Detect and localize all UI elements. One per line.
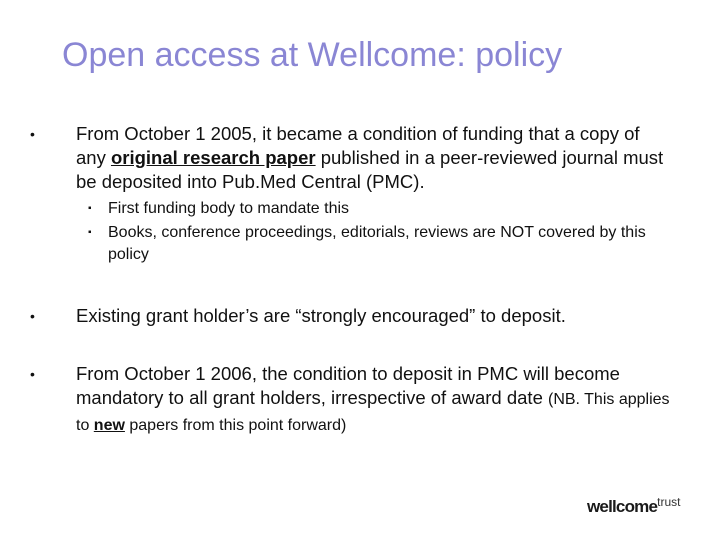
bullet-marker: • [30, 366, 35, 382]
bullet-2 [30, 304, 670, 328]
wellcome-trust-logo: wellcome$^{trust}$ [587, 495, 681, 516]
emphasis-original-research-paper: original research paper [110, 147, 316, 168]
bullet-3-text: From October 1 2006, the condition to deposit in PMC will become mandatory to all grant holders, irrespective of award date (NB. This applies to new papers from this point forward) [76, 363, 670, 434]
bullet-1-text: From October 1 2005, it became a condition of funding that a copy of any original research paper published in a peer-reviewed journal must be deposited into Pub.Med Central (PMC). [76, 123, 664, 192]
emphasis-new: new [93, 417, 125, 434]
slide-title: Open access at Wellcome: policy [62, 36, 563, 74]
sub-bullet-1-text: First funding body to mandate this [108, 200, 350, 217]
sub-bullet-2-text: Books, conference proceedings, editorials, reviews are NOT covered by this policy [108, 224, 646, 263]
bullet-marker: • [30, 308, 35, 324]
sub-bullet-1 [88, 198, 648, 220]
sub-bullet-2 [88, 222, 648, 266]
sub-bullet-marker: ▪ [88, 227, 92, 238]
bullet-3 [30, 362, 670, 438]
bullet-1 [30, 122, 670, 194]
bullet-marker: • [30, 126, 35, 142]
bullet-2-text: Existing grant holder’s are “strongly encouraged” to deposit. [76, 305, 566, 326]
sub-bullet-marker: ▪ [88, 203, 92, 214]
